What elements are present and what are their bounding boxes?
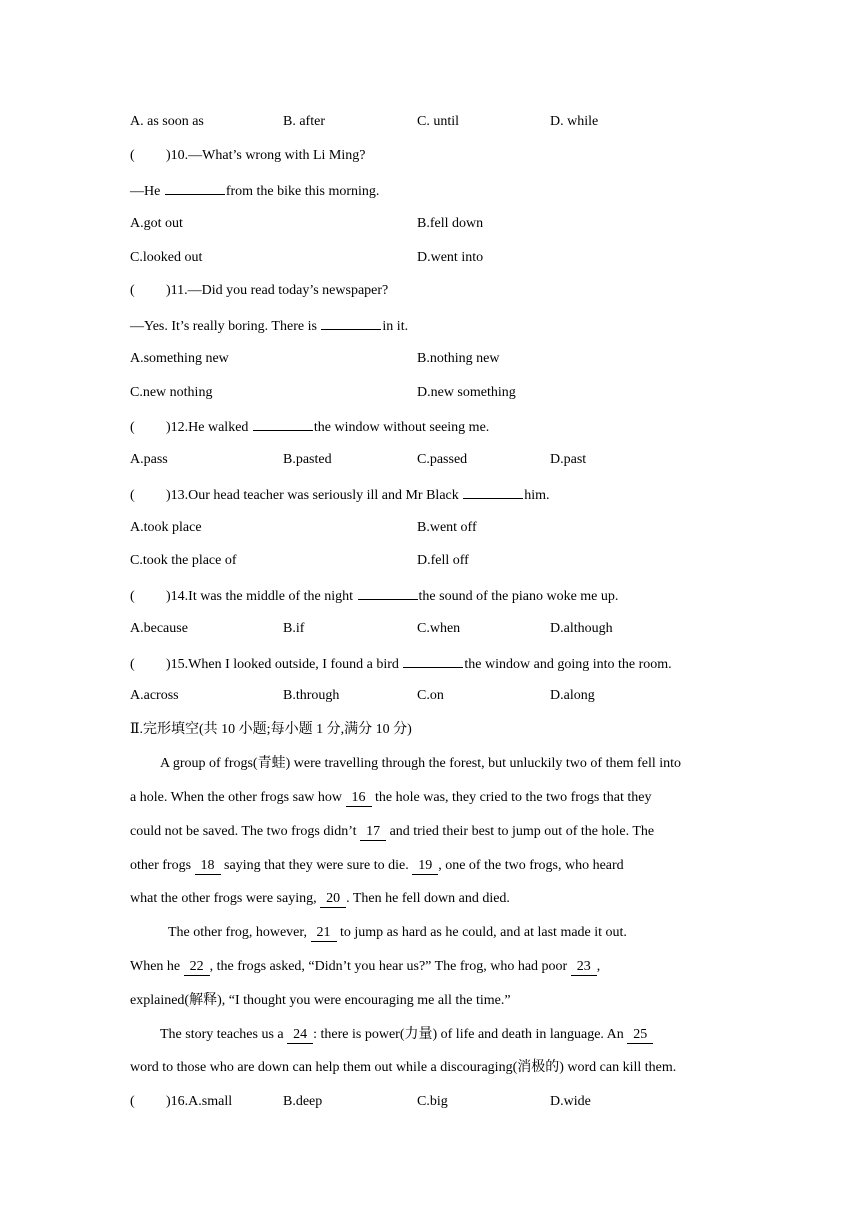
q14-option-b: B.if xyxy=(283,621,305,636)
answer-paren: ( xyxy=(130,1094,135,1109)
passage-text: The story teaches us a xyxy=(160,1027,284,1042)
q14-option-d: D.although xyxy=(550,621,613,636)
q13-option-c: C.took the place of xyxy=(130,553,237,568)
q13-stem xyxy=(130,484,550,504)
blank-19: 19 xyxy=(412,858,438,875)
q13-stem-post: him. xyxy=(524,488,550,503)
q14-option-a: A.because xyxy=(130,621,188,636)
passage-text: . Then he fell down and died. xyxy=(346,891,510,906)
q11-line2-post: in it. xyxy=(382,319,409,334)
q10-blank xyxy=(165,180,225,195)
q15-stem xyxy=(130,653,672,673)
q11-option-a: A.something new xyxy=(130,351,229,366)
q11-stem-text: )11.—Did you read today’s newspaper? xyxy=(166,283,389,298)
blank-21: 21 xyxy=(311,925,337,942)
q13-option-b: B.went off xyxy=(417,520,477,535)
q11-option-c: C.new nothing xyxy=(130,385,213,400)
q10-option-b: B.fell down xyxy=(417,216,484,231)
passage-text: could not be saved. The two frogs didn’t xyxy=(130,824,357,839)
q13-stem-pre: )13.Our head teacher was seriously ill and Mr Black xyxy=(166,488,459,503)
blank-24: 24 xyxy=(287,1027,313,1044)
passage-text: the hole was, they cried to the two frogs that they xyxy=(375,790,652,805)
q11-line2 xyxy=(130,315,408,335)
blank-20: 20 xyxy=(320,891,346,908)
q14-stem-pre: )14.It was the middle of the night xyxy=(166,589,354,604)
q15-stem-post: the window and going into the room. xyxy=(464,657,672,672)
q16-option-a-text: )16.A.small xyxy=(166,1094,233,1109)
passage-p1-line5 xyxy=(130,889,510,909)
passage-text: saying that they were sure to die. xyxy=(224,858,409,873)
q11-option-b: B.nothing new xyxy=(417,351,500,366)
q14-option-c: C.when xyxy=(417,621,461,636)
q14-blank xyxy=(358,585,418,600)
answer-paren: ( xyxy=(130,488,135,503)
q10-option-d: D.went into xyxy=(417,250,484,265)
q9-option-a: A. as soon as xyxy=(130,114,204,129)
q15-option-b: B.through xyxy=(283,688,340,703)
q10-option-a: A.got out xyxy=(130,216,183,231)
section-heading: Ⅱ.完形填空(共 10 小题;每小题 1 分,满分 10 分) xyxy=(130,722,412,737)
passage-p2-line1 xyxy=(168,923,627,943)
answer-paren: ( xyxy=(130,283,135,298)
q11-line2-pre: —Yes. It’s really boring. There is xyxy=(130,319,317,334)
passage-p2-line3: explained(解释), “I thought you were encouraging me all the time.” xyxy=(130,993,511,1008)
answer-paren: ( xyxy=(130,657,135,672)
blank-17: 17 xyxy=(360,824,386,841)
q12-option-b: B.pasted xyxy=(283,452,332,467)
q16-option-d: D.wide xyxy=(550,1094,591,1109)
q15-blank xyxy=(403,653,463,668)
q10-line2 xyxy=(130,180,379,200)
q16-option-c: C.big xyxy=(417,1094,448,1109)
passage-text: other frogs xyxy=(130,858,192,873)
q12-option-c: C.passed xyxy=(417,452,468,467)
q16-option-a xyxy=(130,1092,232,1112)
passage-text: to jump as hard as he could, and at last made it out. xyxy=(340,925,627,940)
blank-25: 25 xyxy=(627,1027,653,1044)
q9-option-d: D. while xyxy=(550,114,599,129)
q15-option-c: C.on xyxy=(417,688,444,703)
q10-line2-post: from the bike this morning. xyxy=(225,184,380,199)
passage-text: The other frog, however, xyxy=(168,925,307,940)
q11-option-d: D.new something xyxy=(417,385,516,400)
blank-23: 23 xyxy=(571,959,597,976)
passage-text: : there is power(力量) of life and death in language. An xyxy=(313,1027,624,1042)
q12-stem xyxy=(130,416,489,436)
q12-option-a: A.pass xyxy=(130,452,168,467)
q12-option-d: D.past xyxy=(550,452,587,467)
passage-text: When he xyxy=(130,959,181,974)
q9-option-c: C. until xyxy=(417,114,460,129)
passage-text: , one of the two frogs, who heard xyxy=(438,858,624,873)
passage-text: a hole. When the other frogs saw how xyxy=(130,790,343,805)
blank-16: 16 xyxy=(346,790,372,807)
q10-line2-pre: —He xyxy=(130,184,161,199)
passage-text: and tried their best to jump out of the hole. The xyxy=(389,824,655,839)
answer-paren: ( xyxy=(130,420,135,435)
q12-stem-post: the window without seeing me. xyxy=(313,420,490,435)
passage-text: what the other frogs were saying, xyxy=(130,891,317,906)
answer-paren: ( xyxy=(130,589,135,604)
q14-stem-post: the sound of the piano woke me up. xyxy=(418,589,619,604)
q13-option-a: A.took place xyxy=(130,520,202,535)
passage-text: , the frogs asked, “Didn’t you hear us?” The frog, who had poor xyxy=(209,959,568,974)
passage-p1-line2 xyxy=(130,788,651,808)
q10-option-c: C.looked out xyxy=(130,250,203,265)
answer-paren: ( xyxy=(130,148,135,163)
q16-option-b: B.deep xyxy=(283,1094,323,1109)
q11-blank xyxy=(321,315,381,330)
q11-stem xyxy=(130,281,388,301)
q13-option-d: D.fell off xyxy=(417,553,469,568)
passage-p1-line4 xyxy=(130,856,624,876)
q15-option-d: D.along xyxy=(550,688,595,703)
q12-stem-pre: )12.He walked xyxy=(166,420,249,435)
passage-text: , xyxy=(596,959,601,974)
passage-p1-line1: A group of frogs(青蛙) were travelling through the forest, but unluckily two of them fell into xyxy=(160,756,682,771)
q10-stem-text: )10.—What’s wrong with Li Ming? xyxy=(166,148,366,163)
q13-blank xyxy=(463,484,523,499)
blank-18: 18 xyxy=(195,858,221,875)
q15-option-a: A.across xyxy=(130,688,179,703)
q14-stem xyxy=(130,585,618,605)
q10-stem xyxy=(130,146,365,166)
passage-p3-line1 xyxy=(160,1025,653,1045)
passage-p1-line3 xyxy=(130,822,654,842)
passage-p2-line2 xyxy=(130,957,600,977)
q12-blank xyxy=(253,416,313,431)
q15-stem-pre: )15.When I looked outside, I found a bird xyxy=(166,657,399,672)
blank-22: 22 xyxy=(184,959,210,976)
passage-p3-line2: word to those who are down can help them out while a discouraging(消极的) word can kill them. xyxy=(130,1060,677,1075)
q9-option-b: B. after xyxy=(283,114,325,129)
